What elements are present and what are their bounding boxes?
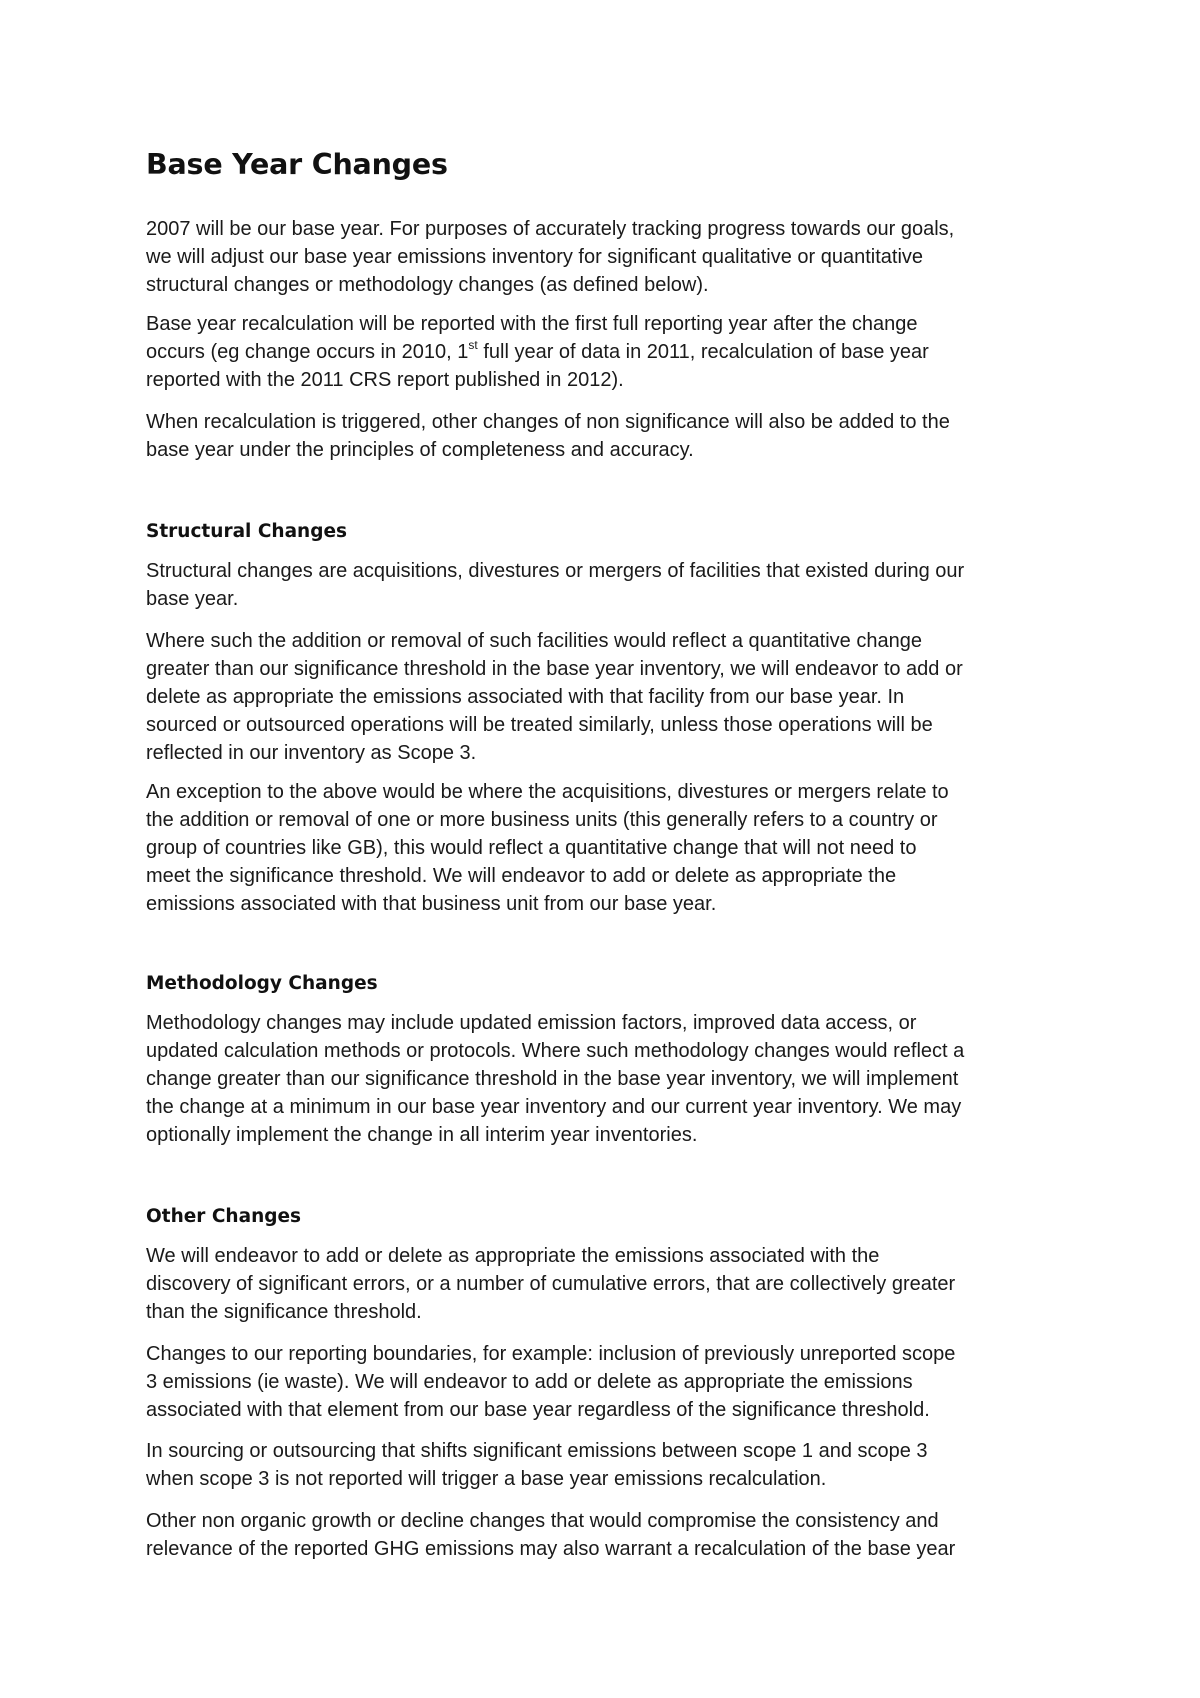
text-line: 2007 will be our base year. For purposes of accurately tracking progress towards our goals, (146, 218, 955, 240)
text-line: 3 emissions (ie waste). We will endeavor to add or delete as appropriate the emissions (146, 1371, 913, 1393)
text-line: when scope 3 is not reported will trigger a base year emissions recalculation. (146, 1468, 827, 1490)
text-line: meet the significance threshold. We will endeavor to add or delete as appropriate the (146, 865, 897, 887)
other-changes-heading-block (146, 1203, 1076, 1231)
methodology-changes-heading-block (146, 970, 1076, 998)
text-line: An exception to the above would be where the acquisitions, divestures or mergers relate to (146, 781, 949, 803)
text-line: group of countries like GB), this would reflect a quantitative change that will not need to (146, 837, 917, 859)
structural-changes-heading-block (146, 518, 1076, 546)
text-line: base year under the principles of completeness and accuracy. (146, 439, 694, 461)
text-line: relevance of the reported GHG emissions may also warrant a recalculation of the base year (146, 1538, 956, 1560)
text-fragment: full year of data in 2011, recalculation of base year (477, 341, 929, 363)
text-line: than the significance threshold. (146, 1301, 422, 1323)
section-heading-structural: Structural Changes (146, 521, 348, 542)
text-line: we will adjust our base year emissions inventory for significant qualitative or quantitative (146, 246, 924, 268)
text-line: Where such the addition or removal of such facilities would reflect a quantitative change (146, 630, 922, 652)
section-heading-methodology: Methodology Changes (146, 973, 378, 994)
text-line: greater than our significance threshold in the base year inventory, we will endeavor to add or (146, 658, 963, 680)
text-line: sourced or outsourced operations will be treated similarly, unless those operations will be (146, 714, 933, 736)
text-line: In sourcing or outsourcing that shifts significant emissions between scope 1 and scope 3 (146, 1440, 928, 1462)
intro-paragraph-2 (146, 310, 1076, 394)
text-line: discovery of significant errors, or a number of cumulative errors, that are collectively greater (146, 1273, 956, 1295)
other-paragraph-4 (146, 1507, 1076, 1563)
text-line: emissions associated with that business unit from our base year. (146, 893, 717, 915)
text-line: reported with the 2011 CRS report published in 2012). (146, 369, 624, 391)
text-line: change greater than our significance threshold in the base year inventory, we will implement (146, 1068, 959, 1090)
structural-paragraph-3 (146, 778, 1076, 918)
text-line: associated with that element from our base year regardless of the significance threshold. (146, 1399, 930, 1421)
text-line: the change at a minimum in our base year inventory and our current year inventory. We may (146, 1096, 962, 1118)
text-line: reflected in our inventory as Scope 3. (146, 742, 477, 764)
other-paragraph-1 (146, 1242, 1076, 1326)
text-line: Other non organic growth or decline changes that would compromise the consistency and (146, 1510, 939, 1532)
text-line: delete as appropriate the emissions associated with that facility from our base year. In (146, 686, 905, 708)
text-line: the addition or removal of one or more business units (this generally refers to a country or (146, 809, 938, 831)
text-line-with-superscript (146, 338, 1076, 366)
page-title: Base Year Changes (146, 148, 448, 181)
text-line: Structural changes are acquisitions, divestures or mergers of facilities that existed during our (146, 560, 965, 582)
text-line: Base year recalculation will be reported with the first full reporting year after the change (146, 313, 918, 335)
intro-paragraph-1 (146, 215, 1076, 299)
text-line: Methodology changes may include updated emission factors, improved data access, or (146, 1012, 917, 1034)
other-paragraph-2 (146, 1340, 1076, 1424)
text-line: optionally implement the change in all interim year inventories. (146, 1124, 698, 1146)
text-line: We will endeavor to add or delete as appropriate the emissions associated with the (146, 1245, 880, 1267)
text-line: Changes to our reporting boundaries, for example: inclusion of previously unreported scope (146, 1343, 956, 1365)
text-line: updated calculation methods or protocols. Where such methodology changes would reflect a (146, 1040, 965, 1062)
superscript-ordinal: st (468, 338, 478, 352)
section-heading-other: Other Changes (146, 1206, 302, 1227)
methodology-paragraph-1 (146, 1009, 1076, 1149)
text-fragment: occurs (eg change occurs in 2010, 1 (146, 341, 469, 363)
other-paragraph-3 (146, 1437, 1076, 1493)
intro-paragraph-3 (146, 408, 1076, 464)
text-line: When recalculation is triggered, other changes of non significance will also be added to the (146, 411, 950, 433)
text-line: base year. (146, 588, 239, 610)
structural-paragraph-1 (146, 557, 1076, 613)
structural-paragraph-2 (146, 627, 1076, 767)
text-line: structural changes or methodology changes (as defined below). (146, 274, 709, 296)
